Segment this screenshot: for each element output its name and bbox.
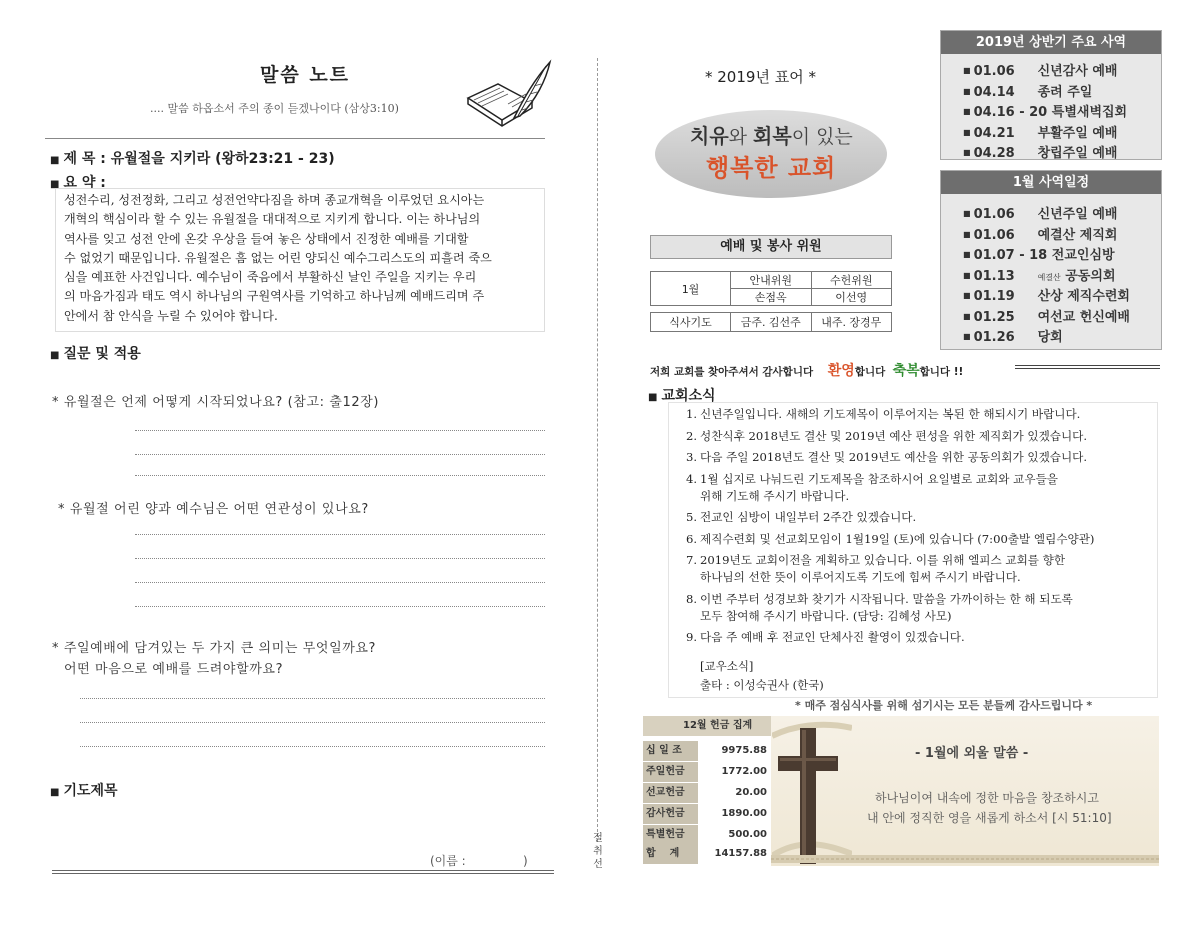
offering-helper-name: 이선영	[811, 289, 892, 306]
summary-line: 심을 예표한 사건입니다. 예수님이 죽음에서 부활하신 날인 주일을 지키는 우리	[64, 270, 477, 285]
duty-table	[650, 271, 892, 306]
member-news-item: 출타 : 이성숙권사 (한국)	[700, 678, 824, 692]
bullet-icon: ■	[963, 127, 971, 137]
duty-committee-title: 예배 및 봉사 위원	[650, 235, 892, 259]
answer-line[interactable]	[135, 558, 545, 559]
bullet-icon: ■	[963, 86, 971, 96]
memory-verse-line-2: 내 안에 정직한 영을 새롭게 하소서 [시 51:10]	[867, 811, 1112, 825]
motto-title: * 2019년 표어 *	[705, 68, 816, 86]
bullet-icon: ■	[963, 291, 971, 300]
meal-prayer-table	[650, 312, 892, 332]
news-item: 2. 성찬식후 2018년도 결산 및 2019년 예산 편성을 위한 제직회가 있겠습니다.	[686, 428, 1088, 443]
name-field[interactable]: (이름 : )	[430, 854, 528, 868]
cut-line	[597, 58, 598, 842]
motto-line-1: 치유와 회복이 있는	[690, 124, 853, 148]
answer-line[interactable]	[135, 582, 545, 583]
event-item: ■ 01.13 예결산 공동의회	[963, 268, 1116, 284]
sermon-subject: ■ 제 목 : 유월절을 지키라 (왕하23:21 - 23)	[50, 151, 335, 167]
question-3-line-2: 어떤 마음으로 예배를 드려야할까요?	[64, 662, 284, 677]
event-item: ■ 04.21 부활주일 예배	[963, 125, 1118, 141]
summary-line: 수 없었기 때문입니다. 유월절은 흠 없는 어린 양되신 예수그리스도의 피흘려 죽으	[64, 250, 492, 265]
qa-section-heading: ■ 질문 및 적용	[50, 346, 141, 362]
member-news	[700, 657, 824, 695]
news-item: 6. 제직수련회 및 선교회모임이 1월19일 (토)에 있습니다 (7:00출발 엘림수양관)	[686, 531, 1095, 546]
meal-prayer-next-week: 내주. 장경무	[811, 313, 892, 332]
cut-line-label: 절취선	[593, 833, 603, 870]
half-year-events-box	[940, 30, 1162, 160]
motto-line-2: 행복한 교회	[706, 154, 837, 182]
news-item: 5. 전교인 심방이 내일부터 2주간 있겠습니다.	[686, 510, 917, 524]
bullet-icon: ■	[963, 66, 971, 75]
answer-line[interactable]	[135, 430, 545, 431]
bullet-icon: ■	[963, 250, 971, 259]
bullet-icon: ■	[50, 787, 60, 798]
welcome-divider	[1015, 365, 1160, 369]
bullet-icon: ■	[963, 107, 971, 116]
answer-line[interactable]	[135, 606, 545, 607]
answer-line[interactable]	[135, 454, 545, 455]
offering-helper-label: 수헌위원	[811, 272, 892, 289]
event-item: ■ 01.06 신년감사 예배	[963, 64, 1118, 79]
event-item: ■ 01.07 - 18 전교인심방	[963, 248, 1115, 263]
news-item: 8. 이번 주부터 성경보화 찾기가 시작됩니다. 말씀을 가까이하는 한 해 되도록 모두 참여해 주시기 바랍니다. (담당: 김혜성 사모)	[686, 591, 1073, 623]
sermon-note-subtitle: .... 말씀 하옵소서 주의 종이 듣겠나이다 (삼상3:10)	[150, 102, 399, 115]
question-2: * 유월절 어린 양과 예수님은 어떤 연관성이 있나요?	[58, 502, 369, 517]
event-item: ■ 01.19 산상 제직수련회	[963, 289, 1130, 304]
bullet-icon: ■	[963, 311, 971, 321]
half-year-events-title: 2019년 상반기 주요 사역	[941, 31, 1161, 54]
offering-row: 특별헌금 500.00	[643, 825, 771, 845]
meal-prayer-this-week: 금주. 김선주	[731, 313, 812, 332]
answer-line[interactable]	[135, 475, 545, 476]
meal-prayer-label: 식사기도	[651, 313, 731, 332]
answer-line[interactable]	[80, 746, 545, 747]
event-item: ■ 01.06 신년주일 예배	[963, 207, 1118, 222]
summary-line: 역사를 잊고 성전 안에 온갖 우상을 들여 놓은 상태에서 진정한 예배를 기대할	[64, 231, 469, 246]
summary-line: 안에서 참 안식을 누릴 수 있어야 합니다.	[64, 308, 278, 323]
news-item: 4. 1월 십지로 나눠드린 기도제목을 참조하시어 요일별로 교회와 교우들을 위해 기도해 주시기 바랍니다.	[686, 471, 1058, 503]
bullet-icon: ■	[963, 332, 971, 341]
bullet-icon: ■	[963, 229, 971, 239]
offering-row: 십 일 조 9975.88	[643, 741, 771, 761]
offering-row: 주일헌금 1772.00	[643, 762, 771, 782]
january-events-list	[941, 194, 1161, 347]
event-item: ■ 04.28 창립주일 예배	[963, 146, 1118, 161]
question-1: * 유월절은 언제 어떻게 시작되었나요? (참고: 출12장)	[52, 395, 380, 410]
bullet-icon: ■	[963, 209, 971, 218]
offering-summary-table	[643, 716, 771, 864]
half-year-events-list	[941, 54, 1161, 163]
guide-name: 손점옥	[731, 289, 812, 306]
summary-line: 의 마음가짐과 태도 역시 하나님의 구원역사를 기억하고 하나님께 예배드리며 주	[64, 289, 485, 304]
event-item: ■ 01.26 당회	[963, 330, 1063, 345]
lunch-thanks-note: * 매주 점심식사를 위해 섬기시는 모든 분들께 감사드립니다 *	[795, 699, 1093, 712]
prayer-section-heading: ■ 기도제목	[50, 783, 118, 799]
answer-line[interactable]	[80, 698, 545, 699]
decorative-border	[771, 852, 1159, 866]
summary-line: 성전수리, 성전정화, 그리고 성전언약다짐을 하며 종교개혁을 이루었던 요시아는	[64, 193, 485, 207]
summary-line: 개혁의 핵심이라 할 수 있는 유월절을 대대적으로 지키게 합니다. 이는 하나님의	[64, 212, 481, 227]
welcome-message: 저희 교회를 찾아주셔서 감사합니다 환영합니다 축복합니다 !!	[650, 363, 964, 379]
offering-row: 선교헌금 20.00	[643, 783, 771, 803]
offering-title: 12월 헌금 집계	[683, 720, 753, 731]
question-3-line-1: * 주일예배에 담겨있는 두 가지 큰 의미는 무엇일까요?	[52, 641, 377, 656]
news-item: 7. 2019년도 교회이전을 계획하고 있습니다. 이를 위해 엘피스 교회를 향한 하나님의 선한 뜻이 이루어지도록 기도에 힘써 주시기 바랍니다.	[686, 553, 1066, 584]
bullet-icon: ■	[50, 350, 60, 361]
guide-label: 안내위원	[731, 272, 812, 289]
bullet-icon: ■	[648, 392, 658, 403]
cross-icon	[772, 716, 852, 866]
church-news-heading: ■ 교회소식	[648, 388, 716, 404]
offering-row: 합 계 14157.88	[643, 844, 771, 864]
bottom-divider	[52, 870, 554, 874]
event-item: ■ 04.14 종려 주일	[963, 84, 1093, 100]
january-events-title: 1월 사역일정	[941, 171, 1161, 194]
question-3	[52, 638, 376, 680]
bullet-icon: ■	[50, 155, 60, 166]
summary-heading: ■ 요 약 :	[50, 175, 106, 191]
news-item: 9. 다음 주 예배 후 전교인 단체사진 촬영이 있겠습니다.	[686, 630, 965, 644]
news-item: 1. 신년주일입니다. 새해의 기도제목이 이루어지는 복된 한 해되시기 바랍니다.	[686, 407, 1081, 421]
bullet-icon: ■	[963, 148, 971, 157]
member-news-label: [교우소식]	[700, 659, 754, 673]
answer-line[interactable]	[80, 722, 545, 723]
duty-month: 1월	[651, 272, 731, 306]
january-events-box	[940, 170, 1162, 350]
offering-row: 감사헌금 1890.00	[643, 804, 771, 824]
summary-text-box	[55, 188, 545, 332]
bullet-icon: ■	[50, 179, 60, 190]
book-quill-icon	[462, 58, 554, 134]
answer-line[interactable]	[135, 534, 545, 535]
news-item: 3. 다음 주일 2018년도 결산 및 2019년도 예산을 위한 공동의회가 있겠습니다.	[686, 450, 1088, 464]
memory-verse-line-1: 하나님이여 내속에 정한 마음을 창조하시고	[875, 791, 1099, 805]
bullet-icon: ■	[963, 270, 971, 280]
sermon-note-title: 말씀 노트	[260, 64, 351, 86]
memory-verse-title: - 1월에 외울 말씀 -	[915, 746, 1029, 761]
event-item: ■ 01.06 예결산 제직회	[963, 227, 1118, 243]
event-item: ■ 01.25 여선교 헌신예배	[963, 309, 1130, 325]
top-divider	[45, 138, 545, 139]
event-item: ■ 04.16 - 20 특별새벽집회	[963, 105, 1128, 120]
church-news-list	[686, 406, 1156, 651]
